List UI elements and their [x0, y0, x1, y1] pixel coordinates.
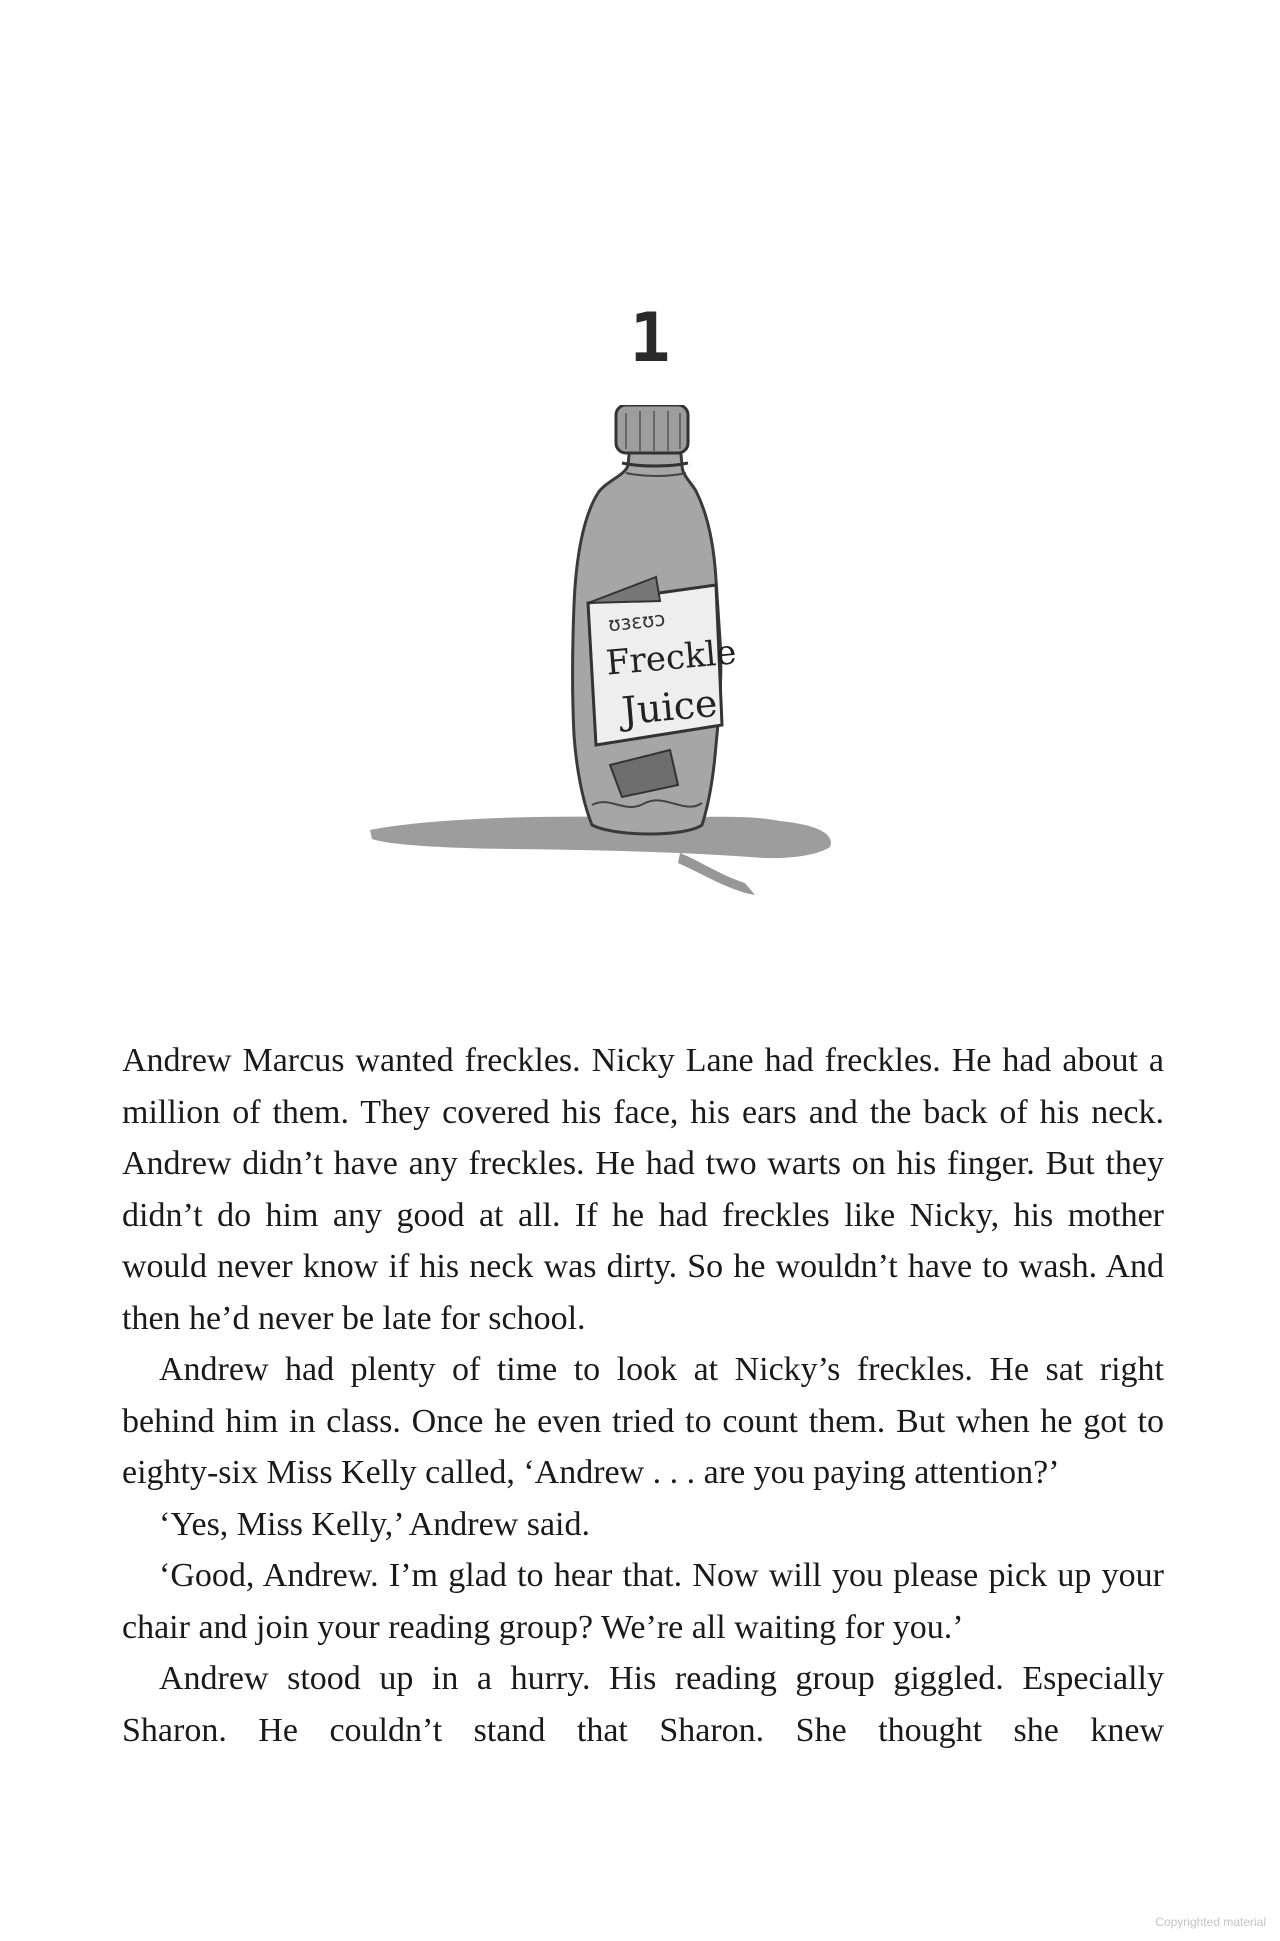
bottle-cap [616, 405, 688, 453]
freckle-juice-bottle-illustration [360, 405, 940, 925]
paragraph: ‘Good, Andrew. I’m glad to hear that. Now will you please pick up your chair and join your reading group? We’re all waiting for you.’ [122, 1557, 1164, 1646]
chapter-body-text [122, 1035, 1164, 1756]
chapter-number: 1 [629, 299, 671, 378]
copyright-watermark: Copyrighted material [1155, 1915, 1266, 1929]
paragraph: Andrew stood up in a hurry. His reading group giggled. Especially Sharon. He couldn’t stand that Sharon. She thought she knew [122, 1660, 1164, 1749]
label-line1-text: Freckle [604, 632, 738, 684]
paragraph: ‘Yes, Miss Kelly,’ Andrew said. [159, 1505, 590, 1543]
label-line2-text: Juice [620, 680, 720, 734]
paragraph: Andrew Marcus wanted freckles. Nicky Lane had freckles. He had about a million of them. They covered his face, his ears and the back of his neck. Andrew didn’t have any freckles. He had two warts on his finger. But they didn’t do him any good at all. If he had freckles like Nicky, his mother would never know if his neck was dirty. So he wouldn’t have to wash. And then he’d never be late for school. [122, 1042, 1164, 1337]
label-top-text: ʊɜɛʊɔ [606, 606, 667, 637]
paragraph: Andrew had plenty of time to look at Nicky’s freckles. He sat right behind him in class. Once he even tried to count them. But when he got to eighty-six Miss Kelly called, ‘Andrew . . . are you paying attention?’ [122, 1351, 1164, 1491]
